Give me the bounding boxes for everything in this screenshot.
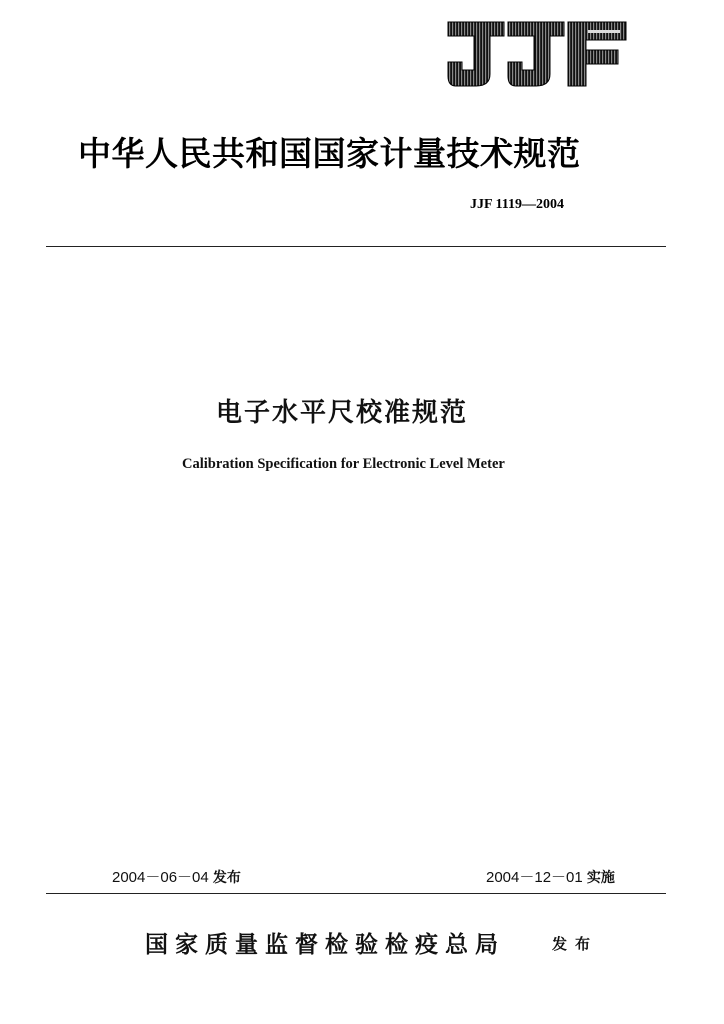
top-divider bbox=[46, 246, 666, 247]
issue-date-line bbox=[112, 866, 241, 887]
bottom-divider bbox=[46, 893, 666, 894]
publisher: 国家质量监督检验检疫总局 bbox=[145, 931, 505, 958]
main-title: 中华人民共和国国家计量技术规范 bbox=[78, 134, 581, 173]
implement-date-line bbox=[486, 866, 615, 887]
implement-label: 实施 bbox=[586, 870, 615, 886]
chinese-title: 电子水平尺校准规范 bbox=[216, 398, 469, 428]
implement-date: 2004－12－01 bbox=[486, 869, 583, 886]
issue-date: 2004－06－04 bbox=[112, 869, 209, 886]
issue-label: 发布 bbox=[212, 870, 241, 886]
jjf-logo-icon bbox=[446, 18, 628, 88]
publish-label: 发布 bbox=[552, 935, 599, 953]
document-number: JJF 1119—2004 bbox=[470, 197, 564, 212]
english-title: Calibration Specification for Electronic Level Meter bbox=[182, 456, 505, 472]
jjf-logo bbox=[446, 18, 628, 88]
